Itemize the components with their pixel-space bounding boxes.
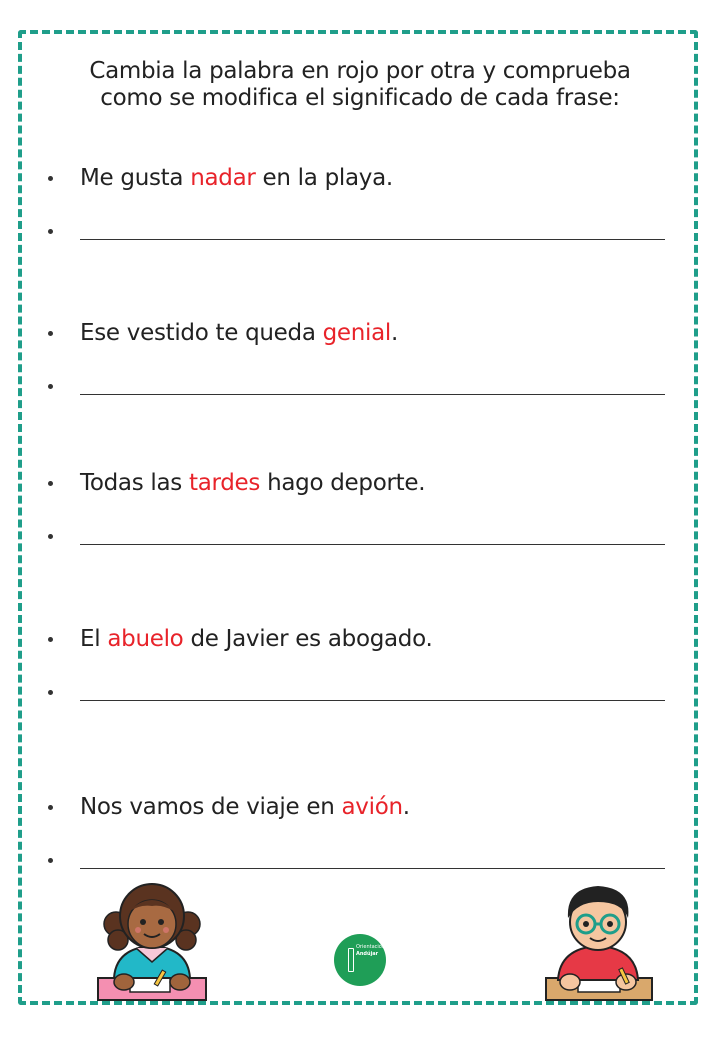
answer-line[interactable] <box>80 868 665 869</box>
sentence-text: Nos vamos de viaje en avión. <box>80 794 410 820</box>
sentence-text: Ese vestido te queda genial. <box>80 320 399 346</box>
boy-writing-illustration <box>542 878 654 1002</box>
bullet-icon <box>48 331 53 336</box>
answer-line[interactable] <box>80 239 665 240</box>
answer-line[interactable] <box>80 394 665 395</box>
logo-text-2: Andújar <box>356 951 379 957</box>
sentence-text: Todas las tardes hago deporte. <box>80 470 426 496</box>
answer-item-1[interactable] <box>48 213 678 253</box>
sentence-item-1 <box>48 160 678 200</box>
pencil-icon <box>348 948 354 972</box>
bullet-icon <box>48 805 53 810</box>
instruction-line-1: Cambia la palabra en rojo por otra y comprueba <box>89 58 631 84</box>
bullet-icon <box>48 534 53 539</box>
answer-item-4[interactable] <box>48 674 678 714</box>
sentence-text: Me gusta nadar en la playa. <box>80 165 393 191</box>
sentence-text: El abuelo de Javier es abogado. <box>80 626 433 652</box>
sentence-item-3 <box>48 465 678 505</box>
highlighted-word: tardes <box>188 470 261 496</box>
logo-text-1: Orientación <box>356 944 386 950</box>
highlighted-word: genial <box>322 320 392 346</box>
answer-line[interactable] <box>80 544 665 545</box>
answer-line[interactable] <box>80 700 665 701</box>
bullet-icon <box>48 384 53 389</box>
orientacion-andujar-logo <box>334 934 386 986</box>
girl-writing-illustration <box>96 882 208 1002</box>
answer-item-3[interactable] <box>48 518 678 558</box>
bullet-icon <box>48 690 53 695</box>
sentence-item-5 <box>48 789 678 829</box>
answer-item-5[interactable] <box>48 842 678 882</box>
highlighted-word: avión <box>341 794 403 820</box>
highlighted-word: abuelo <box>107 626 184 652</box>
bullet-icon <box>48 858 53 863</box>
bullet-icon <box>48 637 53 642</box>
bullet-icon <box>48 176 53 181</box>
highlighted-word: nadar <box>190 165 256 191</box>
bullet-icon <box>48 481 53 486</box>
sentence-item-2 <box>48 315 678 355</box>
instruction-line-2: como se modifica el significado de cada frase: <box>100 85 620 111</box>
instruction-text <box>40 58 680 112</box>
sentence-item-4 <box>48 621 678 661</box>
bullet-icon <box>48 229 53 234</box>
answer-item-2[interactable] <box>48 368 678 408</box>
